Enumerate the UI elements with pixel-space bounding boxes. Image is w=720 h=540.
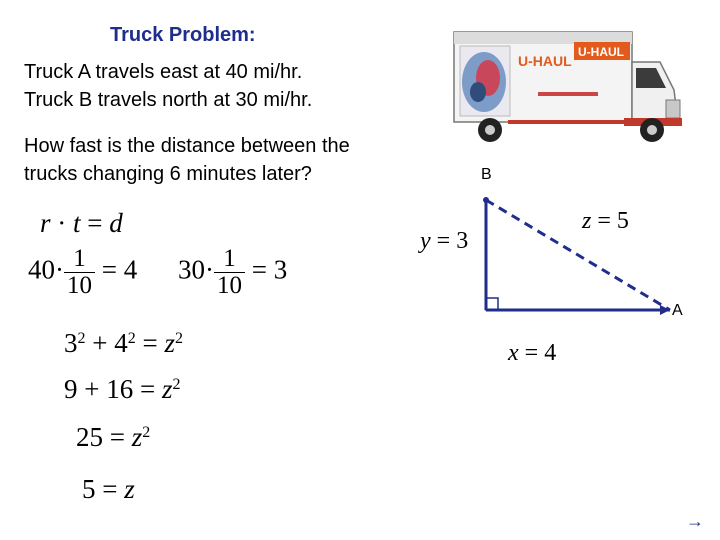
pythagorean-step-2: $9 + 16 = z^2$ (64, 374, 181, 404)
time-var: t (73, 208, 81, 238)
label-z-equals: z = 5 (582, 208, 629, 234)
distance-calc-truck-b: 30· $\frac{1}{10}$ = 3 (178, 245, 288, 299)
rate-formula: r · t = d (40, 208, 123, 238)
slide-title: Truck Problem: (110, 24, 256, 46)
calc-b-result: 3 (273, 254, 288, 285)
question-line-2: trucks changing 6 minutes later? (24, 163, 312, 185)
calc-b-coef: 30 (178, 254, 205, 285)
truck-a-arrowhead (660, 305, 670, 315)
calc-b-fraction: $\frac{1}{10}$ (214, 246, 245, 299)
question-line-1: How fast is the distance between the (24, 135, 350, 157)
hypotenuse-z (486, 200, 670, 310)
distance-calc-truck-a: 40· $\frac{1}{10}$ = 4 (28, 245, 138, 299)
problem-line-truck-a: Truck A travels east at 40 mi/hr. (24, 61, 303, 83)
right-arrow-icon[interactable]: → (686, 511, 704, 531)
truck-logo-text: U-HAUL (518, 53, 572, 69)
label-y-equals: y = 3 (420, 228, 469, 254)
pythagorean-step-3: $25 = z^2$ (76, 422, 151, 452)
truck-side-text: U-HAUL (578, 45, 624, 59)
label-x-equals: x = 4 (508, 340, 557, 366)
rate-var: r (40, 208, 51, 238)
label-truck-b: B (481, 166, 492, 183)
pythagorean-step-4: 5 = z (82, 474, 135, 504)
distance-var: d (109, 208, 123, 238)
truck-image (448, 22, 684, 152)
right-angle-marker (486, 298, 498, 310)
truck-b-point (483, 197, 489, 203)
calc-a-coef: 40 (28, 254, 55, 285)
calc-a-result: 4 (123, 254, 138, 285)
pythagorean-step-1: $3^2 + 4^2 = z^2$ (64, 328, 183, 358)
label-truck-a: A (672, 302, 683, 319)
problem-line-truck-b: Truck B travels north at 30 mi/hr. (24, 89, 313, 111)
calc-a-fraction: $\frac{1}{10}$ (64, 246, 95, 299)
